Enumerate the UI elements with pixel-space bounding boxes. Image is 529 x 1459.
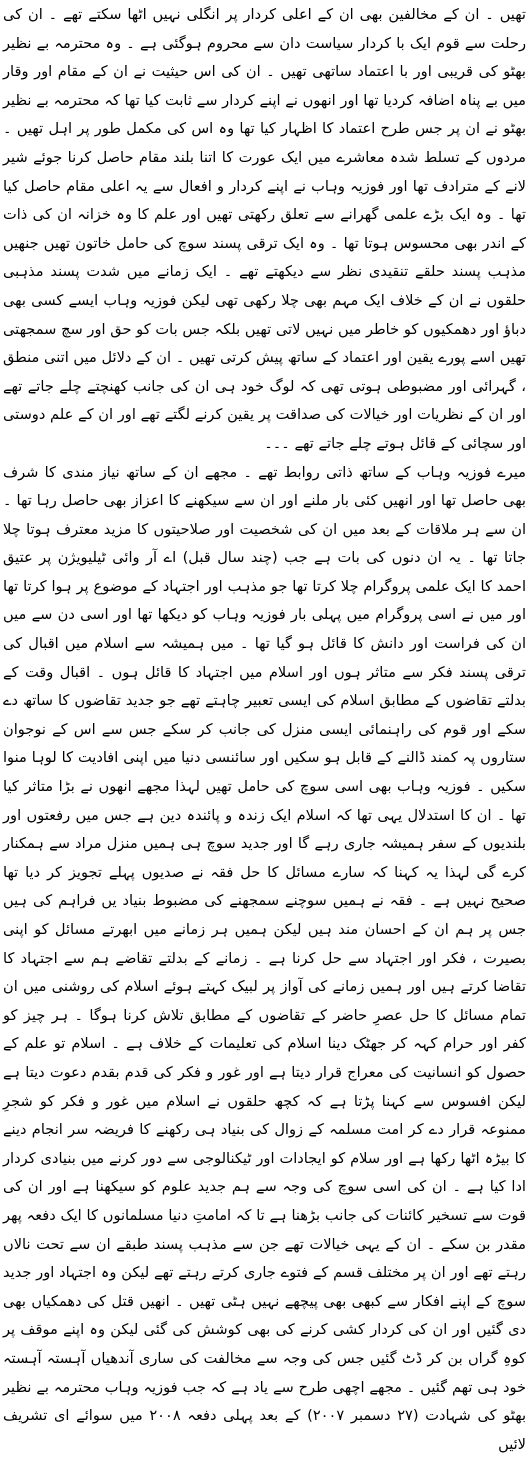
article-body xyxy=(3,1,526,1459)
article-paragraph-1: تھیں ۔ ان کے مخالفین بھی ان کے اعلی کردار پر انگلی نہیں اٹھا سکتے تھے ۔ ان کی رحلت سے قوم ایک با کردار سیاست دان سے محروم ہوگئی ہے ۔ وہ محترمہ بے نظیر بھٹو کی قریبی اور با اعتماد ساتھی تھیں ۔ ان کی اس حیثیت نے ان کے مقام اور وقار میں بے پناہ اضافہ کردیا تھا اور انھوں نے اپنے کردار سے ثابت کیا تھا کہ محترمہ بے نظیر بھٹو نے ان پر جس طرح اعتماد کا اظہار کیا تھا وہ اس کی مکمل طور پر اہل تھیں ۔ مردوں کے تسلط شدہ معاشرے میں ایک عورت کا اتنا بلند مقام حاصل کرنا جوئے شیر لانے کے مترادف تھا اور فوزیہ وہاب نے اپنے کردار و افعال سے یہ اعلی مقام حاصل کیا تھا ۔ وہ ایک بڑے علمی گھرانے سے تعلق رکھتی تھیں اور علم کا وہ خزانہ ان کی ذات کے اندر بھی محسوس ہوتا تھا ۔ وہ ایک ترقی پسند سوچ کی حامل خاتون تھیں جنھیں مذہب پسند حلقے تنقیدی نظر سے دیکھتے تھے ۔ ایک زمانے میں شدت پسند مذہبی حلقوں نے ان کے خلاف ایک مہم بھی چلا رکھی تھی لیکن فوزیہ وہاب ایسے کسی بھی دباؤ اور دھمکیوں کو خاطر میں نہیں لاتی تھیں بلکہ جس بات کو حق اور سچ سمجھتی تھیں اسے پورے یقین اور اعتماد کے ساتھ پیش کرتی تھیں ۔ ان کے دلائل میں اتنی منطق ، گہرائی اور مضبوطی ہوتی تھی کہ لوگ خود ہی ان کی جانب کھنچتے چلے جاتے تھے اور ان کے نظریات اور خیالات کی صداقت پر یقین کرنے لگتے تھے اور ان کے علم دوستی اور سچائی کے قائل ہوتے چلے جاتے تھے ۔۔۔ xyxy=(3,1,526,459)
article-paragraph-2: میرے فوزیہ وہاب کے ساتھ ذاتی روابط تھے ۔ مجھے ان کے ساتھ نیاز مندی کا شرف بھی حاصل تھا اور انھیں کئی بار ملنے اور ان سے سیکھنے کا اعزاز بھی حاصل رہا تھا ۔ ان سے ہر ملاقات کے بعد میں ان کی شخصیت اور صلاحیتوں کا مزید معترف ہوتا چلا جاتا تھا ۔ یہ ان دنوں کی بات ہے جب (چند سال قبل) اے آر وائی ٹیلیویژن پر عتیق احمد کا ایک علمی پروگرام چلا کرتا تھا جو مذہب اور اجتہاد کے موضوع پر ہوا کرتا تھا اور میں نے اسی پروگرام میں پہلی بار فوزیہ وہاب کو دیکھا تھا اور اسی دن سے میں ان کی فراست اور دانش کا قائل ہو گیا تھا ۔ میں ہمیشہ سے اسلام میں اقبال کی ترقی پسند فکر سے متاثر ہوں اور اسلام میں اجتہاد کا قائل ہوں ۔ اقبال وقت کے بدلتے تقاضوں کے مطابق اسلام کی ایسی تعبیر چاہتے تھے جو جدید تقاضوں کا ساتھ دے سکے اور قوم کی راہنمائی ایسی منزل کی جانب کر سکے جس سے اس کے نوجوان ستاروں پہ کمند ڈالنے کے قابل ہو سکیں اور سائنسی دنیا میں اپنی افادیت کا لوہا منوا سکیں ۔ فوزیہ وہاب بھی اسی سوچ کی حامل تھیں لہذا مجھے انھوں نے بڑا متاثر کیا تھا ۔ ان کا استدلال یہی تھا کہ اسلام ایک زندہ و پائندہ دین ہے جس میں رفعتوں اور بلندیوں کے سفر ہمیشہ جاری رہے گا اور جدید سوچ ہی ہمیں منزل مراد سے ہمکنار کرے گی لہذا یہ کہنا کہ سارے مسائل کا حل فقہ نے صدیوں پہلے تجویز کر دیا تھا صحیح نہیں ہے ۔ فقہ نے ہمیں سوچنے سمجھنے کی مضبوط بنیاد یں فراہم کی ہیں جس پر ہم ان کے احسان مند ہیں لیکن ہمیں ہر زمانے میں ابھرتے مسائل کو اپنی بصیرت ، فکر اور اجتہاد سے حل کرنا ہے ۔ زمانے کے بدلتے تقاضے ہم سے اجتہاد کا تقاضا کرتے ہیں اور ہمیں زمانے کی آواز پر لبیک کہتے ہوئے اسلام کی روشنی میں ان تمام مسائل کا حل عصرِ حاضر کے تقاضوں کے مطابق تلاش کرنا ہوگا ۔ ہر چیز کو کفر اور حرام کہہ کر جھٹک دینا اسلام کی تعلیمات کے خلاف ہے ۔ اسلام تو علم کے حصول کو انسانیت کی معراج قرار دیتا ہے اور غور و فکر کی قدم بقدم دعوت دیتا ہے لیکن افسوس سے کہنا پڑتا ہے کہ کچھ حلقوں نے اسلام میں غور و فکر کو شجرِ ممنوعہ قرار دے کر امت مسلمہ کے زوال کی بنیاد ہی رکھنے کا فریضہ سر انجام دینے کا بیڑہ اٹھا رکھا ہے اور سلام کو ایجادات اور ٹیکنالوجی سے دور کرنے میں بنیادی کردار ادا کیا ہے ۔ ان کی اسی سوچ کی وجہ سے ہم جدید علوم کو سیکھنا ہے اور ان کی قوت سے تسخیر کائنات کی جانب بڑھنا ہے تا کہ امامتِ دنیا مسلمانوں کا ایک دفعہ پھر مقدر بن سکے ۔ ان کے یہی خیالات تھے جن سے مذہب پسند طبقے ان سے تحت نالاں رہتے تھے اور ان پر مختلف قسم کے فتوے جاری کرتے رہتے تھے لیکن وہ اجتہاد اور جدید سوچ کے اپنے افکار سے کبھی بھی پیچھے نہیں ہٹی تھیں ۔ انھیں قتل کی دھمکیاں بھی دی گئیں اور ان کی کردار کشی کرنے کی بھی کوشش کی گئی لیکن وہ اپنے موقف پر کوہِ گراں بن کر ڈٹ گئیں جس کی وجہ سے مخالفت کی ساری آندھیاں آہستہ آہستہ خود ہی تھم گئیں ۔ مجھے اچھی طرح سے یاد ہے کہ جب فوزیہ وہاب محترمہ بے نظیر بھٹو کی شہادت (۲۷ دسمبر ۲۰۰۷) کے بعد پہلی دفعہ ۲۰۰۸ میں سوائے ای تشریف لائیں xyxy=(3,459,526,1459)
